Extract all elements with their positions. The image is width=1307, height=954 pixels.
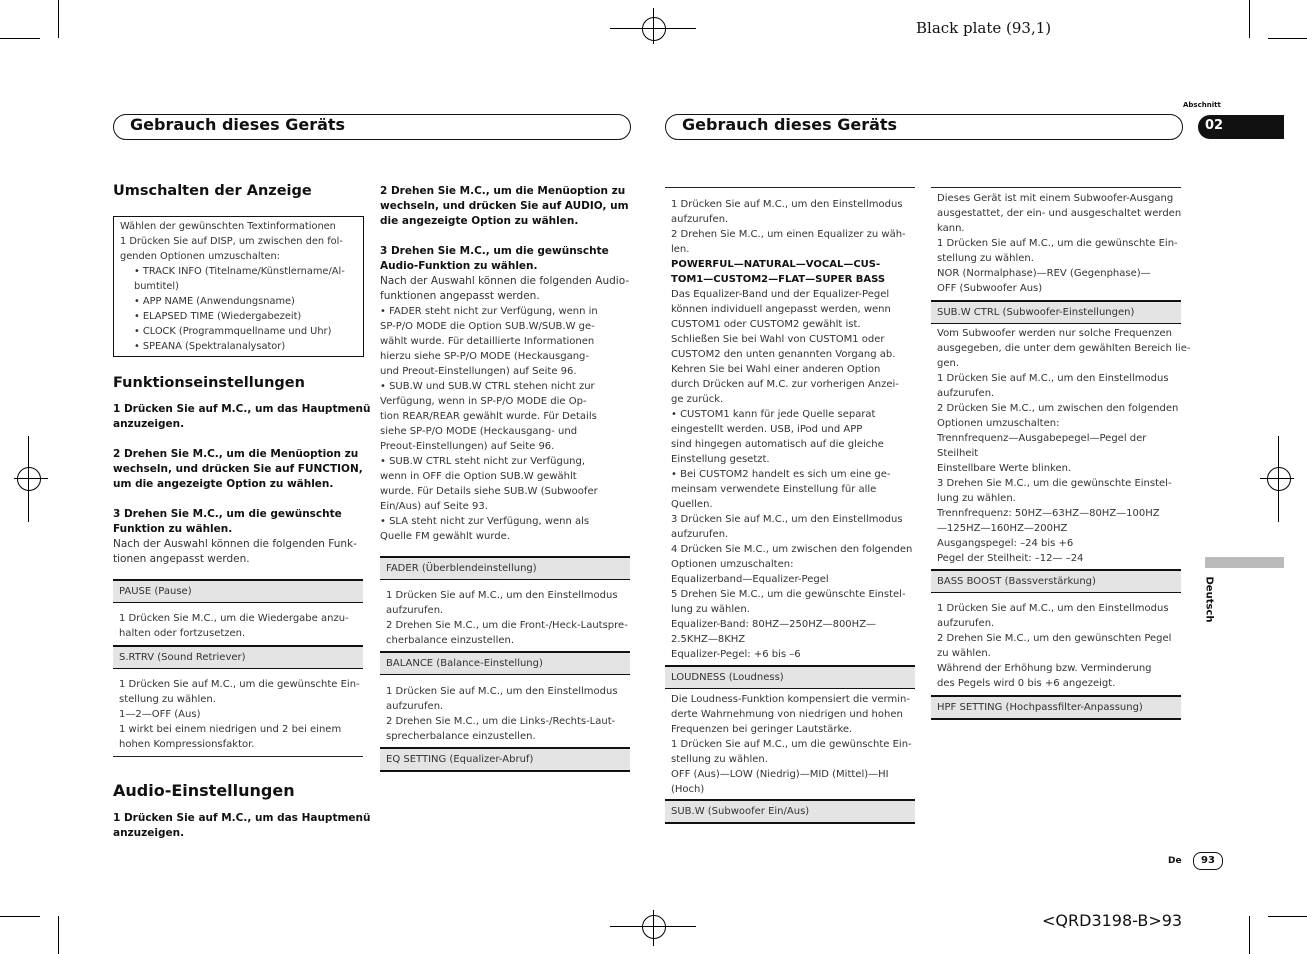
text-line: TOM1—CUSTOM2—FLAT—SUPER BASS [671,274,886,285]
text-line: Optionen umzuschalten: [671,559,794,570]
text-line: Ausgangspegel: –24 bis +6 [937,538,1074,549]
step-line: Funktion zu wählen. [113,523,233,535]
text-line: können individuell angepasst werden, wenn [671,304,891,315]
text-line: halten oder fortzusetzen. [119,628,246,639]
text-line: 3 Drücken Sie auf M.C., um den Einstellmodus [671,514,903,525]
text-line: • SUB.W und SUB.W CTRL stehen nicht zur [380,381,595,392]
registration-target [1267,467,1291,491]
text-line: Optionen umzuschalten: [937,418,1060,429]
text-line: ge zurück. [671,394,724,405]
text-line: Ein/Aus) auf Seite 93. [380,501,488,512]
text-line: 2 Drehen Sie M.C., um einen Equalizer zu wäh- [671,229,906,240]
text-line: 1 wirkt bei einem niedrigen und 2 bei einem [119,724,342,735]
subw-ctrl-text [937,326,1190,566]
document-code: <QRD3198-B>93 [1042,911,1183,930]
srtrv-bar: S.RTRV (Sound Retriever) [113,645,363,669]
hpf-setting-bar: HPF SETTING (Hochpassfilter-Anpassung) [931,695,1181,720]
text-line: 2 Drehen Sie M.C., um den gewünschten Pegel [937,633,1172,644]
audio-function-notes [380,274,629,544]
text-line: 1 Drücken Sie auf M.C., um den Einstellmodus [937,603,1169,614]
bass-boost-bar: BASS BOOST (Bassverstärkung) [931,569,1181,593]
box-line: • APP NAME (Anwendungsname) [134,296,295,307]
heading-funktionseinstellungen: Funktionseinstellungen [113,375,305,391]
text-line: ausgestattet, der ein- und ausgeschaltet werden [937,208,1182,219]
text-line: 1 Drücken Sie auf M.C., um die gewünschte Ein- [671,739,912,750]
step-line: die angezeigte Option zu wählen. [380,215,579,227]
footer-language: De [1168,856,1182,866]
box-line: • CLOCK (Programmquellname und Uhr) [134,326,332,337]
text-line: OFF (Subwoofer Aus) [937,283,1043,294]
text-line: SP-P/O MODE die Option SUB.W/SUB.W ge- [380,321,595,332]
plate-label: Black plate (93,1) [916,19,1052,37]
text-line: aufzurufen. [937,618,995,629]
step-line: 1 Drücken Sie auf M.C., um das Hauptmenü [113,403,371,415]
text-line: Verfügung, wenn in SP-P/O MODE die Op- [380,396,587,407]
divider [113,756,363,757]
text-line: 2 Drücken Sie M.C., um zwischen den folgenden [937,403,1179,414]
crop-mark [0,38,40,39]
text-line: stellung zu wählen. [119,694,216,705]
registration-target [17,467,41,491]
text-line: Trennfrequenz—Ausgabepegel—Pegel der [937,433,1147,444]
balance-bar: BALANCE (Balance-Einstellung) [380,651,630,675]
display-info-box [113,216,364,357]
section-number-badge [1198,115,1284,139]
text-line: CUSTOM1 oder CUSTOM2 gewählt ist. [671,319,861,330]
loudness-text [671,692,912,797]
text-line: Quelle FM gewählt wurde. [380,531,510,542]
text-line: tion REAR/REAR gewählt wurde. Für Details [380,411,597,422]
text-line: Quellen. [671,499,713,510]
section-header-left [113,114,631,140]
box-line: • ELAPSED TIME (Wiedergabezeit) [134,311,302,322]
text-line: kann. [937,223,965,234]
text-line: stellung zu wählen. [937,253,1034,264]
pause-text [119,611,349,641]
text-line: • CUSTOM1 kann für jede Quelle separat [671,409,876,420]
text-line: Dieses Gerät ist mit einem Subwoofer-Ausgang [937,193,1174,204]
crop-mark [0,916,40,917]
text-line: aufzurufen. [671,214,729,225]
divider [931,187,1181,188]
box-line: bumtitel) [134,281,179,292]
text-line: (Hoch) [671,784,705,795]
step-3-description [113,537,357,567]
text-line: CUSTOM2 den unten genannten Vorgang ab. [671,349,896,360]
box-line: Wählen der gewünschten Textinformationen [120,221,336,232]
step-line: 2 Drehen Sie M.C., um die Menüoption zu [113,448,359,460]
subw-text [937,191,1181,296]
step-line: 3 Drehen Sie M.C., um die gewünschte [113,508,342,520]
text-line: derte Wahrnehmung von niedrigen und hohen [671,709,903,720]
crop-mark [1249,916,1250,954]
fader-text [386,588,628,648]
text-line: siehe SP-P/O MODE (Heckausgang- und [380,426,578,437]
text-line: Nach der Auswahl können die folgenden Audio- [380,275,630,287]
section-header-right-text: Gebrauch dieses Geräts [682,115,898,134]
section-header-left-text: Gebrauch dieses Geräts [130,115,346,134]
text-line: und Preout-Einstellungen) auf Seite 96. [380,366,577,377]
text-line: Equalizer-Pegel: +6 bis –6 [671,649,801,660]
text-line: 1 Drücken Sie M.C., um die Wiedergabe anzu- [119,613,349,624]
bass-boost-text [937,601,1171,691]
text-line: • Bei CUSTOM2 handelt es sich um eine ge- [671,469,891,480]
section-header-right [665,114,1183,140]
step-line: wechseln, und drücken Sie auf AUDIO, um [380,200,629,212]
text-line: stellung zu wählen. [671,754,768,765]
eq-setting-bar: EQ SETTING (Equalizer-Abruf) [380,747,630,772]
text-line: 2.5KHZ—8KHZ [671,634,746,645]
text-line: • FADER steht nicht zur Verfügung, wenn in [380,306,598,317]
page-number: 93 [1201,855,1215,866]
language-side-tab [1205,557,1284,568]
text-line: cherbalance einzustellen. [386,635,515,646]
crop-mark [58,0,59,38]
crop-mark [1268,916,1307,917]
text-line: aufzurufen. [386,701,444,712]
text-line: aufzurufen. [386,605,444,616]
text-line: 3 Drehen Sie M.C., um die gewünschte Einstel- [937,478,1172,489]
crop-mark [1249,0,1250,38]
loudness-bar: LOUDNESS (Loudness) [665,665,915,689]
balance-text [386,684,618,744]
text-line: ausgegeben, die unter dem gewählten Bereich lie- [937,343,1191,354]
text-line: Equalizerband—Equalizer-Pegel [671,574,829,585]
text-line: 1 Drücken Sie auf M.C., um den Einstellmodus [386,686,618,697]
text-line: lung zu wählen. [937,493,1016,504]
step-1-audio [113,811,370,841]
step-2-function [113,447,363,492]
text-line: NOR (Normalphase)—REV (Gegenphase)— [937,268,1151,279]
text-line: Trennfrequenz: 50HZ—63HZ—80HZ—100HZ [937,508,1160,519]
text-line: gen. [937,358,960,369]
text-line: Einstellung gesetzt. [671,454,770,465]
box-line: genden Optionen umzuschalten: [120,251,280,262]
text-line: meinsam verwendete Einstellung für alle [671,484,877,495]
step-line: anzuzeigen. [113,827,185,839]
text-line: hierzu siehe SP-P/O MODE (Heckausgang- [380,351,589,362]
box-line: 1 Drücken Sie auf DISP, um zwischen den fol- [120,236,343,247]
step-line: um die angezeigte Option zu wählen. [113,478,334,490]
text-line: Die Loudness-Funktion kompensiert die vermin- [671,694,910,705]
text-line: wenn in OFF die Option SUB.W gewählt [380,471,577,482]
divider [665,187,915,188]
language-side-label: Deutsch [1203,576,1215,623]
step-line: 1 Drücken Sie auf M.C., um das Hauptmenü [113,812,371,824]
step-line: anzuzeigen. [113,418,185,430]
text-line: 4 Drücken Sie M.C., um zwischen den folgenden [671,544,913,555]
step-1-function [113,402,370,432]
text-line: Equalizer-Band: 80HZ—250HZ—800HZ— [671,619,877,630]
heading-umschalten: Umschalten der Anzeige [113,183,312,199]
crop-mark [58,916,59,954]
step-3-audio [380,244,609,274]
text-line: OFF (Aus)—LOW (Niedrig)—MID (Mittel)—HI [671,769,889,780]
step-line: 2 Drehen Sie M.C., um die Menüoption zu [380,185,626,197]
text-line: 1 Drücken Sie auf M.C., um den Einstellmodus [386,590,618,601]
step-line: wechseln, und drücken Sie auf FUNCTION, [113,463,363,475]
text-line: lung zu wählen. [671,604,750,615]
eq-setting-text [671,197,912,662]
text-line: funktionen angepasst werden. [380,290,540,302]
text-line: POWERFUL—NATURAL—VOCAL—CUS- [671,259,881,270]
text-line: wählt wurde. Für detaillierte Informationen [380,336,595,347]
text-line: Schließen Sie bei Wahl von CUSTOM1 oder [671,334,885,345]
text-line: 1 Drücken Sie auf M.C., um den Einstellmodus [671,199,903,210]
box-line: • TRACK INFO (Titelname/Künstlername/Al- [134,266,345,277]
abschnitt-label: Abschnitt [1183,101,1221,109]
text-line: Während der Erhöhung bzw. Verminderung [937,663,1152,674]
text-line: • SLA steht nicht zur Verfügung, wenn als [380,516,590,527]
heading-audio-einstellungen: Audio-Einstellungen [113,781,295,800]
step-2-audio [380,184,629,229]
text-line: aufzurufen. [937,388,995,399]
text-line: wurde. Für Details siehe SUB.W (Subwoofer [380,486,598,497]
box-line: • SPEANA (Spektralanalysator) [134,341,286,352]
text-line: Nach der Auswahl können die folgenden Funk- [113,538,357,550]
text-line: Das Equalizer-Band und der Equalizer-Pegel [671,289,890,300]
step-3-function [113,507,342,537]
text-line: tionen angepasst werden. [113,553,250,565]
subw-ctrl-bar: SUB.W CTRL (Subwoofer-Einstellungen) [931,300,1181,324]
text-line: Einstellbare Werte blinken. [937,463,1072,474]
registration-target [642,17,666,41]
text-line: 1 Drücken Sie auf M.C., um die gewünschte Ein- [119,679,360,690]
text-line: len. [671,244,690,255]
pause-bar: PAUSE (Pause) [113,579,363,603]
text-line: Steilheit [937,448,979,459]
text-line: Frequenzen bei geringer Lautstärke. [671,724,853,735]
text-line: 2 Drehen Sie M.C., um die Links-/Rechts-Laut- [386,716,616,727]
text-line: sprecherbalance einzustellen. [386,731,536,742]
text-line: 1 Drücken Sie auf M.C., um die gewünschte Ein- [937,238,1178,249]
text-line: Vom Subwoofer werden nur solche Frequenzen [937,328,1173,339]
page-number-badge [1193,852,1223,870]
text-line: Preout-Einstellungen) auf Seite 96. [380,441,555,452]
section-number: 02 [1205,118,1224,133]
text-line: 1—2—OFF (Aus) [119,709,201,720]
text-line: 5 Drehen Sie M.C., um die gewünschte Einstel- [671,589,906,600]
text-line: 1 Drücken Sie auf M.C., um den Einstellmodus [937,373,1169,384]
text-line: 2 Drehen Sie M.C., um die Front-/Heck-Lautspre- [386,620,628,631]
text-line: durch Drücken auf M.C. zur vorherigen Anzei- [671,379,899,390]
text-line: zu wählen. [937,648,991,659]
text-line: —125HZ—160HZ—200HZ [937,523,1068,534]
text-line: Pegel der Steilheit: –12— –24 [937,553,1084,564]
text-line: • SUB.W CTRL steht nicht zur Verfügung, [380,456,586,467]
text-line: Kehren Sie bei Wahl einer anderen Option [671,364,881,375]
text-line: sind hingegen automatisch auf die gleiche [671,439,884,450]
step-line: Audio-Funktion zu wählen. [380,260,538,272]
subw-bar: SUB.W (Subwoofer Ein/Aus) [665,799,915,824]
text-line: hohen Kompressionsfaktor. [119,739,255,750]
srtrv-text [119,677,360,752]
registration-target [642,915,666,939]
fader-bar: FADER (Überblendeinstellung) [380,556,630,580]
text-line: aufzurufen. [671,529,729,540]
step-line: 3 Drehen Sie M.C., um die gewünschte [380,245,609,257]
text-line: eingestellt werden. USB, iPod und APP [671,424,863,435]
text-line: des Pegels wird 0 bis +6 angezeigt. [937,678,1116,689]
crop-mark [1268,38,1307,39]
